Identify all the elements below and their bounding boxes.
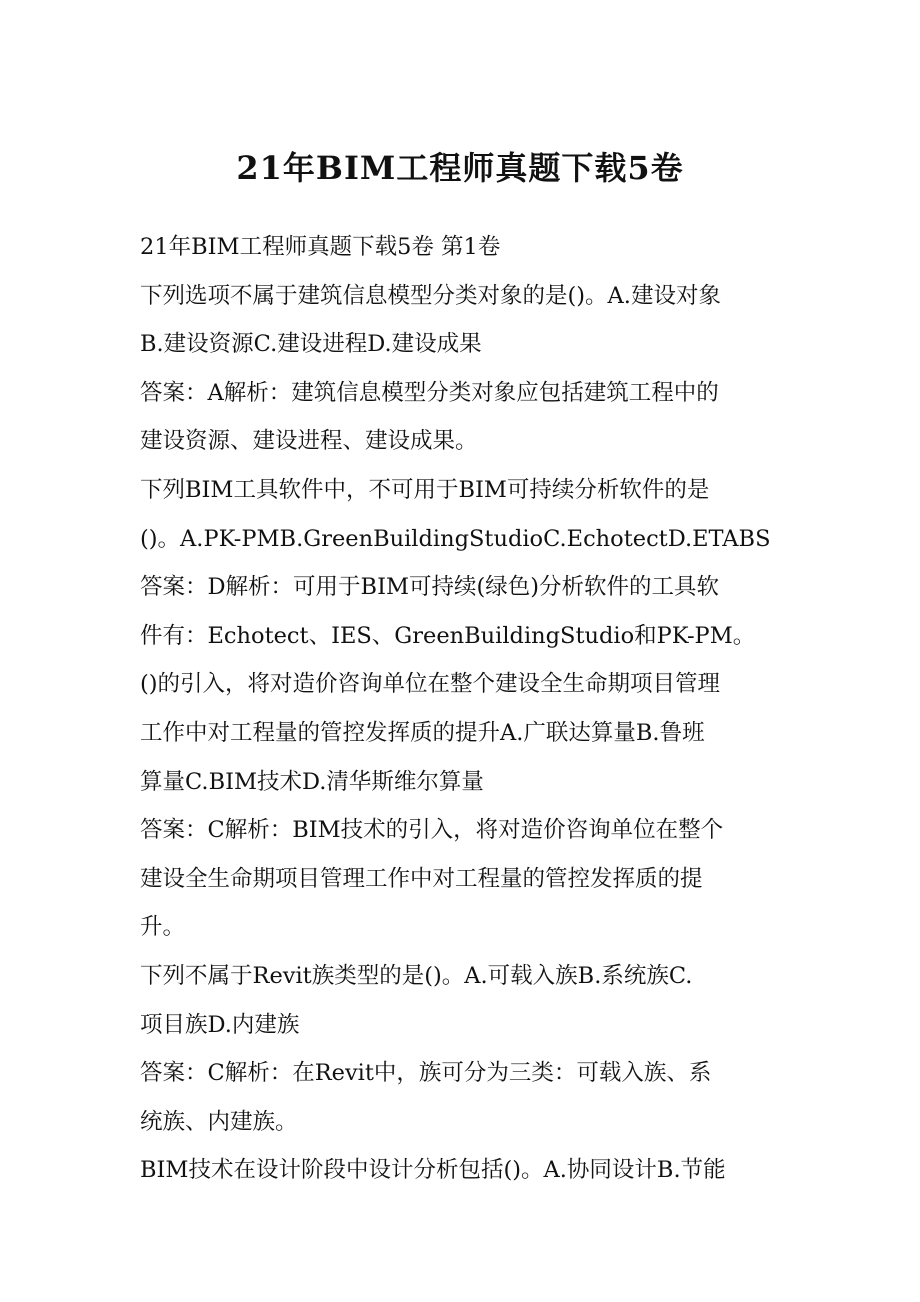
text-line: ()。A.PK-PMB.GreenBuildingStudioC.EchotectD.ETABS xyxy=(140,525,771,552)
text-line: 下列不属于Revit族类型的是()。A.可载入族B.系统族C. xyxy=(140,962,693,989)
text-line: 工作中对工程量的管控发挥质的提升A.广联达算量B.鲁班 xyxy=(140,719,705,746)
text-line: 答案：D解析：可用于BIM可持续(绿色)分析软件的工具软 xyxy=(140,574,720,601)
text-line: 统族、内建族。 xyxy=(140,1108,298,1135)
text-line: BIM技术在设计阶段中设计分析包括()。A.协同设计B.节能 xyxy=(140,1157,726,1184)
text-line: 下列BIM工具软件中，不可用于BIM可持续分析软件的是 xyxy=(140,476,710,503)
text-line: 答案：C解析：在Revit中，族可分为三类：可载入族、系 xyxy=(140,1060,712,1087)
document-body xyxy=(140,223,785,1195)
text-line: ()的引入，将对造价咨询单位在整个建设全生命期项目管理 xyxy=(140,671,721,698)
document-title: 21年BIM工程师真题下载5卷 xyxy=(236,149,684,187)
text-line: 件有：Echotect、IES、GreenBuildingStudio和PK-PM。 xyxy=(140,622,756,649)
text-line: 建设资源、建设进程、建设成果。 xyxy=(140,428,478,455)
text-line: 下列选项不属于建筑信息模型分类对象的是()。A.建设对象 xyxy=(140,282,721,309)
text-line: 答案：A解析：建筑信息模型分类对象应包括建筑工程中的 xyxy=(140,379,719,406)
text-line: 项目族D.内建族 xyxy=(140,1011,300,1038)
text-line: 建设全生命期项目管理工作中对工程量的管控发挥质的提 xyxy=(140,865,703,892)
text-line: B.建设资源C.建设进程D.建设成果 xyxy=(140,331,482,358)
text-line: 升。 xyxy=(140,914,186,941)
text-line: 21年BIM工程师真题下载5卷 第1卷 xyxy=(140,234,501,260)
text-line: 算量C.BIM技术D.清华斯维尔算量 xyxy=(140,768,484,795)
text-line: 答案：C解析：BIM技术的引入，将对造价咨询单位在整个 xyxy=(140,817,724,844)
